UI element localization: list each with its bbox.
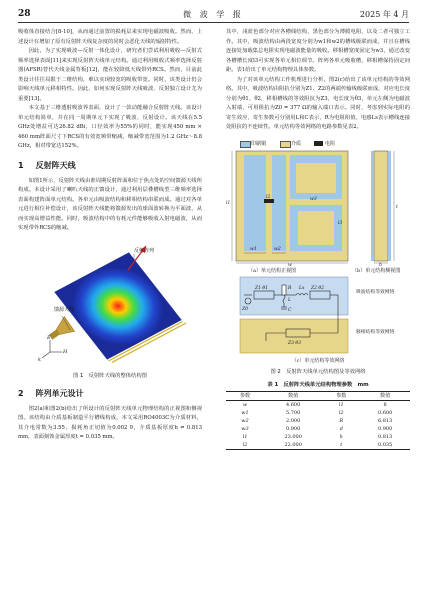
table-cell: 22.000: [284, 442, 302, 449]
parameter-table: [226, 391, 410, 451]
label-ls: Ls: [299, 285, 305, 291]
table-cell: 4.600: [285, 401, 301, 408]
table-cell: 5.700: [285, 409, 301, 416]
table-cell: 2.000: [285, 417, 301, 424]
journal-title: 微 波 学 报: [183, 10, 244, 19]
table-cell: l2: [338, 409, 344, 416]
table-row: [226, 441, 410, 450]
label-z1: Z1 θ1: [255, 285, 268, 291]
label-z0: Z0: [242, 306, 248, 312]
dim-t: t: [396, 204, 398, 210]
left-column: [18, 28, 202, 443]
table-cell: w2: [241, 417, 249, 424]
table-cell: w1: [241, 409, 249, 416]
paragraph: 吸收体直接结合[8-10]，从而通过前置的损耗层来实现电磁波吸收。然而，上述设计在增加了原有反射阵天线复杂度的同时会恶化天线的辐射特性。: [18, 29, 202, 45]
table-cell: 0.900: [377, 425, 393, 432]
legend-copper: 印刷铜: [251, 140, 267, 147]
figure-1: [18, 240, 202, 370]
paragraph: 图2(a)和图2(b)给出了所设计的反射阵天线单元物理结构的正视图和侧视图。该结构由介质基板制造平行槽线构成，本文采用RO4003C为介质材料，其介电常数为3.55，损耗角正切值为0.002 9，介质基板厚度h = 0.813 mm，表面刻蚀金属厚度t = 0.035 mm。: [18, 405, 202, 440]
legend-resistor: 电阻: [325, 140, 336, 147]
label-e: E: [47, 334, 51, 341]
table-row: [226, 433, 410, 441]
table-cell: 6.813: [377, 417, 393, 424]
table-1-title: 表 1 反射阵天线单元结构物理参数 mm: [267, 381, 369, 388]
table-cell: 0.600: [377, 409, 393, 416]
table-cell: 0.035: [377, 442, 393, 449]
table-cell: l2: [242, 442, 248, 449]
figure-2ab: [226, 149, 410, 275]
caption-2b: （b）单元结构侧视图: [352, 267, 401, 274]
section-title: 反射阵天线: [35, 160, 76, 170]
label-h: H: [63, 348, 68, 355]
field-axes-icon: [42, 340, 62, 358]
table-cell: 0.813: [377, 434, 393, 441]
reflectarray-structure-figure: [18, 240, 202, 370]
dim-w2: w2: [274, 246, 281, 252]
paragraph: 其中，浅蓝色部分对应各槽线结构，黑色部分为薄膜电阻，以及二者可独立工作。其中，吸波结构由两段宽度分别为w1和w2的槽线级联而成，并且在槽线连接处加载集总电阻实现电磁波能量的吸收。移相槽宽度固定为w3，通过改变各槽槽长度l3可实现各单元相位调节。阵列各单元吸收槽，移相槽保持固定间距。表1给出了单元结构物理具体参数。: [226, 29, 410, 73]
table-cell: t: [340, 442, 343, 449]
table-cell: l1: [338, 401, 344, 408]
table-cell: l1: [242, 434, 248, 441]
table-header-cell: 参数: [336, 392, 347, 399]
legend-swatch-dielectric: [280, 141, 291, 148]
section-number: 2: [18, 388, 24, 398]
table-cell: w3: [241, 425, 249, 432]
table-cell: 0.900: [285, 425, 301, 432]
label-phase-network: 移相结构等效网络: [356, 329, 395, 335]
paragraph: 因此，为了实现吸波—反射一体化设计，研究者们尝试利用吸收—反射式频率选择表面[11]来实现反射阵天线单元结构。通过利用吸收式频率选择反射器(AFSR)替代天线金属背板[12]，能在较降低天线带外RCS。然而，目前此类设计往往局限于二维结构，难以实现较宽的吸收带宽。同时，该类设计仍会影响天线单元移相特性。因此，如何实现反射阵天线吸波、反射独立设计尤为重要[13]。: [18, 48, 202, 102]
figure-2-caption: 图 2 反射阵天线单元结构图及等效网络: [270, 368, 366, 375]
right-column: [226, 28, 410, 450]
table-header-cell: 数值: [380, 392, 391, 399]
figure-1-caption: 图 1 反射阵天线的整体结构图: [73, 372, 147, 379]
table-cell: d: [339, 425, 343, 432]
dim-l3: l3: [338, 220, 343, 226]
table-cell: 8: [383, 401, 387, 408]
dim-w: w: [288, 262, 292, 268]
label-z2: Z2 θ2: [311, 285, 324, 291]
table-header-cell: 参数: [239, 392, 250, 399]
label-l: L: [288, 297, 291, 303]
table-header-row: [226, 391, 410, 400]
reflect-array: [55, 251, 187, 363]
caption-2a: （a）单元结构正视图: [248, 267, 296, 274]
label-r: R: [288, 285, 292, 291]
issue-date: 2025 年 4 月: [359, 10, 409, 19]
table-cell: w: [242, 401, 248, 408]
label-feed-antenna: 馈源天线: [54, 306, 75, 313]
figure-2c: [226, 275, 410, 367]
section-title: 阵列单元设计: [35, 388, 84, 398]
paragraph: 为了对该单元结构工作机理进行分析，图2(c)给出了该单元结构的等效网络。其中，吸波结构由阻抗分别为Z1、Z2的两端传输线级联而成，对应电长度分别为θ1、θ2，移相槽线的等效阻抗为Z3，电长度为θ3，单元左侧为电磁波入射端，可用阻抗为Z0 = 377 Ω的输入端口表示。同时，考虑到实际电阻的寄生效应，寄生参数可分别用L和C表示，R为电阻阻值。电感Ls表示槽线连接处阻抗的不连续性。单元结构等效网络的电路参数见表2。: [226, 76, 410, 130]
table-cell: 23.000: [284, 434, 302, 441]
table-row: [226, 400, 410, 409]
paragraph: 本文基于三维透射吸波界表面，设计了一款动能融合反射阵天线。该设计单元结构简单，并在同一周期单元下实现了吸波、反射设计。该天线在5.5 GHz处增益可达26.82 dBi，口径效率为55%的同时，能实现450 mm × 460 mm阵面尺寸下RCS的有效宽频带缩减，缩减带宽范围为1.2 GHz～8.8 GHz，相对带宽达152%。: [18, 105, 202, 149]
section-number: 1: [18, 160, 24, 170]
paragraph: 如图1所示，反射阵天线由准周期反射阵面和位于焦点处的空间馈源天线所构成。本设计采用了喇叭天线的正馈设计，通过利用层叠槽线型三维频率选择表面构建阵面单元结构。各单元由吸波结构和移相结构串联而成。通过对各单元进行相位补偿设计，该反射阵天线能将馈源发出的球面波转换为平面波，从而实现高增益性能。同时，吸波结构中的有耗元件能够吸收入射电磁波，从而实现带外RCS的缩减。: [18, 177, 202, 231]
dim-w1: w1: [250, 246, 257, 252]
table-1: [226, 381, 410, 451]
section-heading-2: [18, 388, 202, 399]
label-z3: Z3 θ3: [288, 340, 301, 346]
page-header: [18, 8, 409, 23]
dim-h: h: [379, 262, 382, 268]
page-number: 28: [18, 9, 31, 19]
table-cell: h: [339, 434, 343, 441]
figure-2-legend: [226, 139, 410, 149]
table-row: [226, 409, 410, 417]
legend-dielectric: 介质: [291, 140, 302, 147]
label-k: k: [38, 356, 42, 363]
dim-w3: w3: [310, 196, 317, 202]
dim-l1: l1: [226, 200, 231, 206]
table-row: [226, 417, 410, 425]
legend-swatch-copper: [240, 141, 251, 148]
table-row: [226, 425, 410, 433]
caption-2c: （c）单元结构等效网络: [291, 357, 345, 364]
figure-2: [226, 139, 410, 376]
label-c: C: [288, 307, 292, 313]
dim-l2: l2: [266, 194, 271, 200]
label-reflect-array: 反射阵列: [134, 247, 155, 254]
section-heading-1: [18, 160, 202, 171]
table-header-cell: 数值: [288, 392, 299, 399]
label-absorb-network: 吸波结构等效网络: [356, 289, 395, 295]
legend-swatch-resistor: [314, 141, 323, 146]
table-cell: R: [339, 417, 344, 424]
